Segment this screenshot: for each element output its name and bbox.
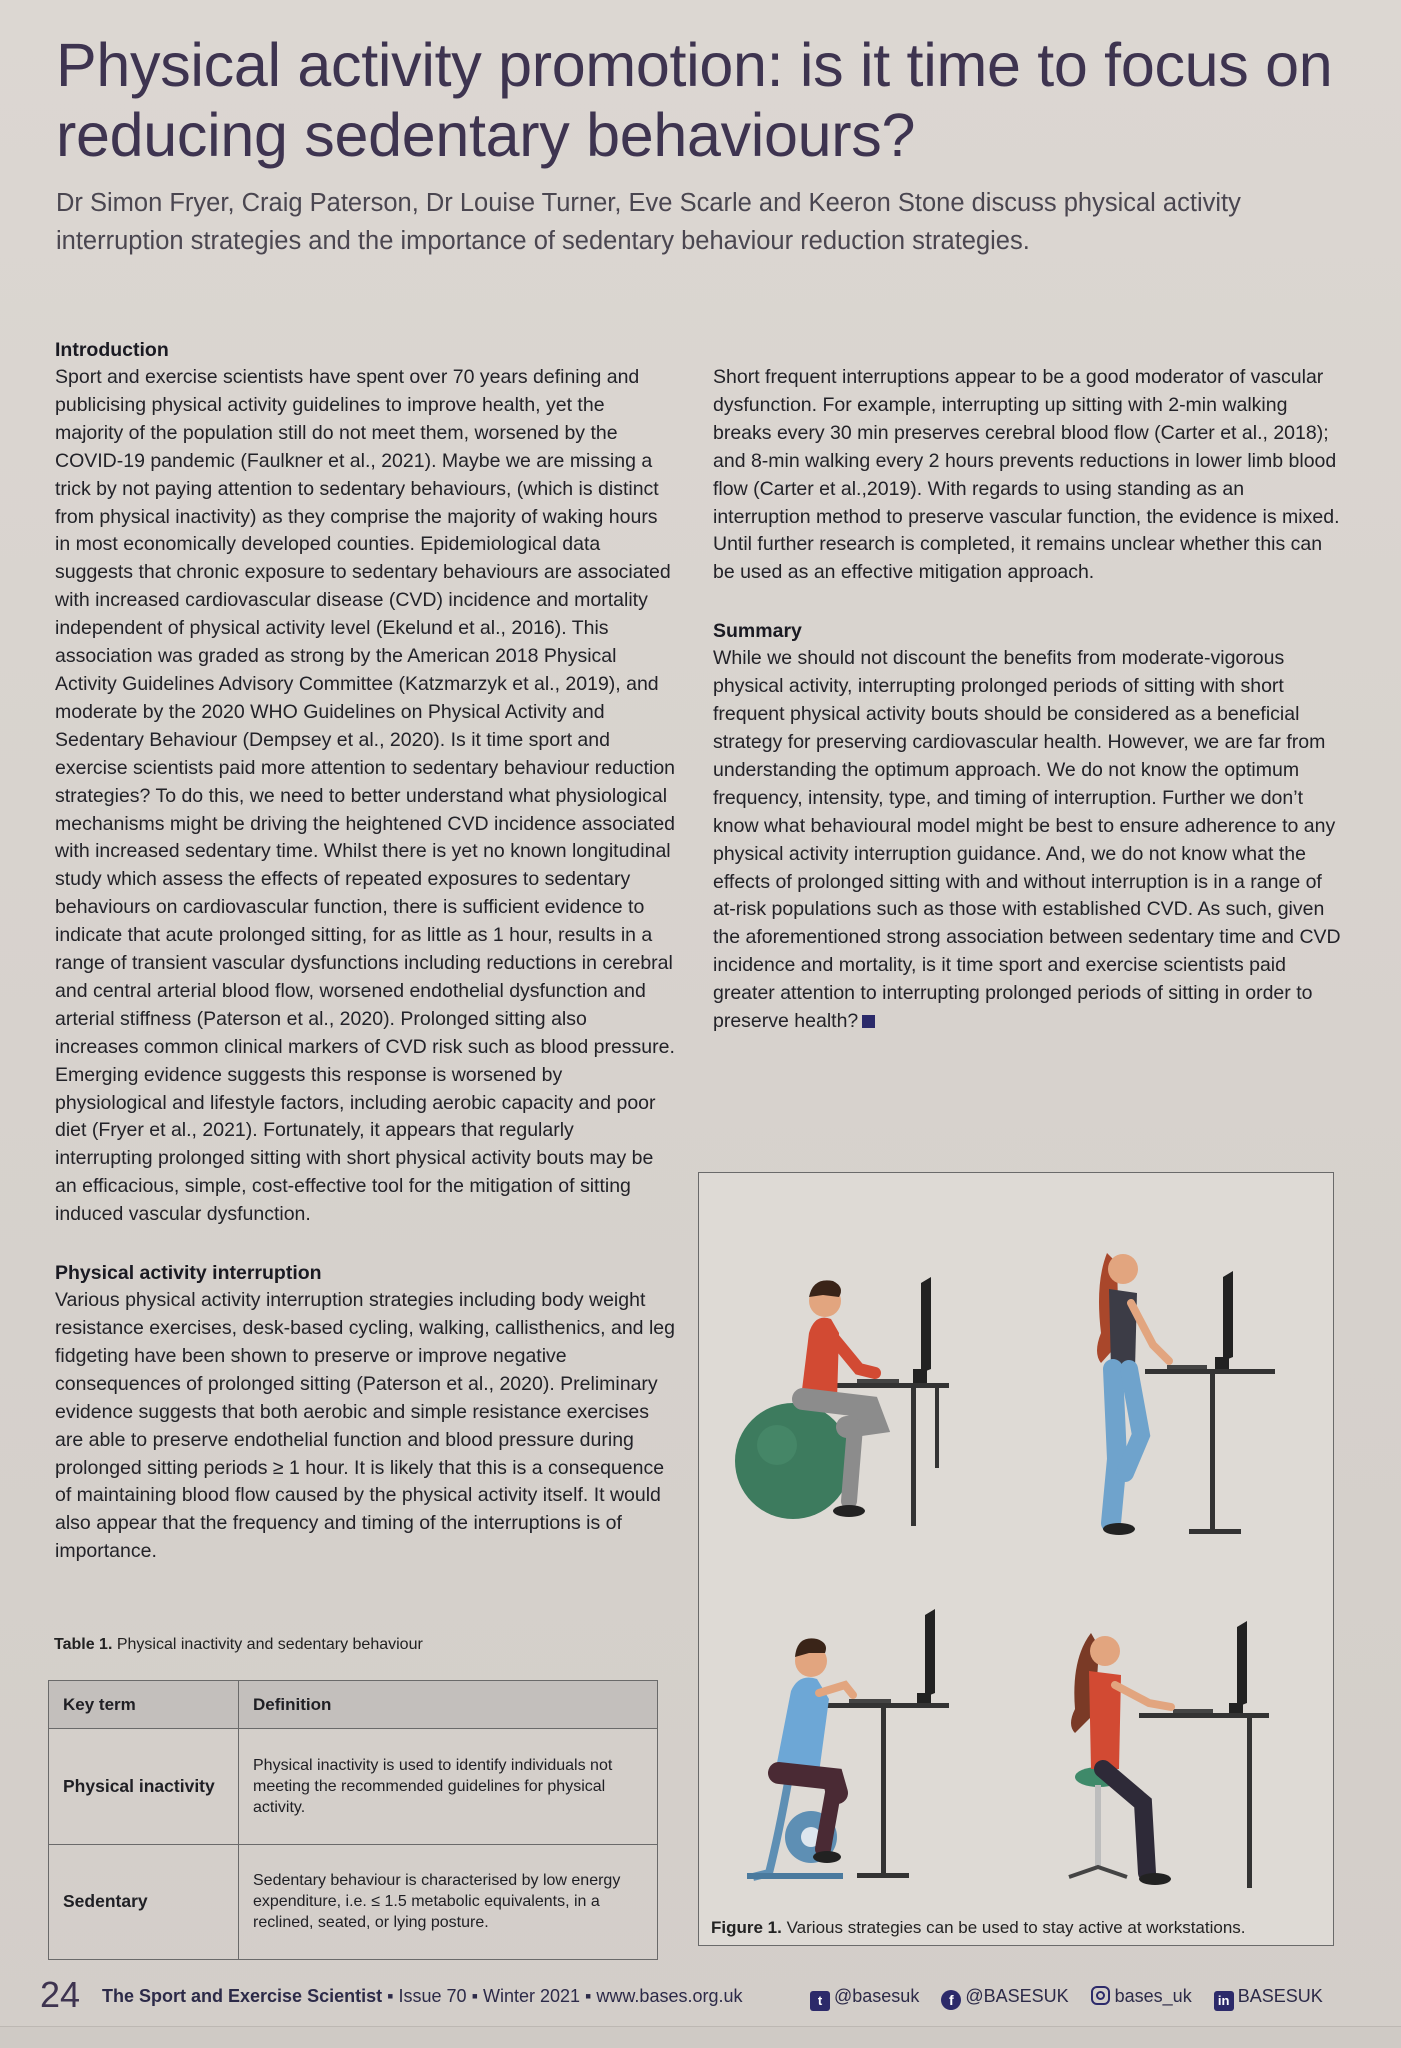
table-caption-text: Physical inactivity and sedentary behaviour: [116, 1636, 423, 1653]
bike-frame: [753, 1777, 789, 1877]
person-legs: [1111, 1369, 1117, 1523]
monitor-stand: [917, 1693, 931, 1703]
desk-leg: [1210, 1374, 1215, 1534]
hair: [809, 1280, 841, 1297]
desk-foot: [1189, 1529, 1241, 1534]
twitter-link[interactable]: t @basesuk: [810, 1986, 919, 2011]
right-column: [713, 364, 1343, 1036]
figure-caption: [711, 1918, 1246, 1938]
introduction-heading: Introduction: [55, 339, 169, 361]
saddle-stool-workstation: [1069, 1621, 1269, 1888]
table-term-cell: Sedentary: [49, 1844, 239, 1960]
interruption-body: Various physical activity interruption strategies including body weight resistance exercises, desk-based cycling, walking, callisthenics, and leg fidgeting have been shown to preserve or improve negative consequences of prolonged sitting (Paterson et al., 2020). Preliminary evidence suggests that both aerobic and simple resistance exercises are able to preserve endothelial function and blood pressure during prolonged sitting periods ≥ 1 hour. It is likely that this is a consequence of maintaining blood flow caused by the physical activity itself. It would also appear that the frequency and timing of the interruptions is of importance.: [55, 1289, 675, 1563]
shoe: [813, 1851, 841, 1863]
monitor-stand: [1215, 1357, 1229, 1369]
article-title: Physical activity promotion: is it time to focus on reducing sedentary behaviours?: [56, 31, 1333, 169]
instagram-icon: [1091, 1986, 1110, 2005]
monitor: [925, 1609, 935, 1697]
introduction-body: Sport and exercise scientists have spent over 70 years defining and publicising physical activity guidelines to improve health, yet the majority of the population still do not meet them, worsened by the COVID-19 pandemic (Faulkner et al., 2021). Maybe we are missing a trick by not paying attention to sedentary behaviours, (which is distinct from physical inactivity) as they comprise the majority of waking hours in most economically developed counties. Epidemiological data suggests that chronic exposure to sedentary behaviours are associated with increased cardiovascular disease (CVD) incidence and mortality independent of physical activity level (Ekelund et al., 2016). This association was graded as strong by the American 2018 Physical Activity Guidelines Advisory Committee (Katzmarzyk et al., 2019), and moderate by the 2020 WHO Guidelines on Physical Activity and Sedentary Behaviour (Dempsey et al., 2020). Is it time sport and exercise scientists paid more attention to sedentary behaviour reduction strategies? To do this, we need to better understand what physiological mechanisms might be driving the heightened CVD incidence associated with increased sedentary time. Whilst there is yet no known longitudinal study which assess the effects of repeated exposures to sedentary behaviours on cardiovascular function, there is sufficient evidence to indicate that acute prolonged sitting, for as little as 1 hour, results in a range of transient vascular dysfunctions including reductions in cerebral and central arterial blood flow, worsened endothelial dysfunction and arterial stiffness (Paterson et al., 2020). Prolonged sitting also increases common clinical markers of CVD risk such as blood pressure. Emerging evidence suggests this response is worsened by physiological and lifestyle factors, including aerobic capacity and poor diet (Fryer et al., 2021). Fortunately, it appears that regularly interrupting prolonged sitting with short physical activity bouts may be an efficacious, simple, cost-effective tool for the mitigation of sitting induced vascular dysfunction.: [55, 366, 676, 1226]
page-number: 24: [40, 1974, 81, 2015]
monitor-stand: [1229, 1703, 1243, 1713]
definitions-table: [48, 1680, 658, 1960]
keyboard: [857, 1379, 899, 1383]
social-links: [810, 1986, 1323, 2011]
table-definition-cell: Sedentary behaviour is characterised by low energy expenditure, i.e. ≤ 1.5 metabolic equivalents, in a reclined, seated, or lying posture.: [239, 1844, 658, 1960]
stool-base: [1069, 1867, 1127, 1877]
monitor-stand: [913, 1369, 927, 1383]
article-subtitle: Dr Simon Fryer, Craig Paterson, Dr Louise Turner, Eve Scarle and Keeron Stone discuss physical activity interruption strategies and the importance of sedentary behaviour reduction strategies.: [56, 189, 1241, 255]
shoe: [833, 1505, 865, 1517]
desk-leg: [911, 1388, 916, 1526]
publication-name: The Sport and Exercise Scientist: [102, 1986, 383, 2006]
end-of-article-mark: [862, 1015, 875, 1028]
page-footer: [40, 1974, 1370, 2014]
workstation-illustration: [699, 1173, 1335, 1913]
person-legs: [1103, 1769, 1147, 1873]
table-caption-label: Table 1.: [54, 1636, 113, 1653]
monitor: [1223, 1271, 1233, 1361]
table-row: [49, 1844, 658, 1960]
interruption-continued-body: Short frequent interruptions appear to be a good moderator of vascular dysfunction. For example, interrupting up sitting with 2-min walking breaks every 30 min preserves cerebral blood flow (Carter et al., 2018); and 8-min walking every 2 hours prevents reductions in lower limb blood flow (Carter et al.,2019). With regards to using standing as an interruption method to preserve vascular function, the evidence is mixed. Until further research is completed, it remains unclear whether this can be used as an effective mitigation approach.: [713, 366, 1340, 584]
person-head: [1090, 1636, 1120, 1666]
exercise-ball: [735, 1403, 851, 1519]
facebook-icon: f: [941, 1990, 961, 2010]
facebook-link[interactable]: f @BASESUK: [941, 1986, 1068, 2011]
keyboard: [849, 1699, 891, 1703]
shoe: [1139, 1873, 1171, 1885]
desk-foot: [857, 1873, 909, 1878]
desk-leg: [881, 1708, 886, 1878]
shoe: [1103, 1523, 1135, 1535]
figure-caption-label: Figure 1.: [711, 1918, 782, 1937]
left-column: [55, 336, 675, 1566]
linkedin-icon: in: [1214, 1991, 1234, 2011]
desk-leg: [1247, 1718, 1252, 1888]
summary-body: While we should not discount the benefits from moderate-vigorous physical activity, interrupting prolonged periods of sitting with short frequent physical activity bouts should be considered as a beneficial strategy for preserving cardiovascular health. However, we are far from understanding the optimum approach. We do not know the optimum frequency, intensity, type, and timing of interruption. Further we don’t know what behavioural model might be best to ensure adherence to any physical activity interruption guidance. And, we do not know what the effects of prolonged sitting with and without interruption is in a range of at-risk populations such as those with established CVD. As such, given the aforementioned strong association between sedentary time and CVD incidence and mortality, is it time sport and exercise scientists paid greater attention to interrupting prolonged periods of sitting in order to preserve health?: [713, 647, 1341, 1033]
desk-leg-back: [935, 1388, 939, 1468]
desk-bike-workstation: [747, 1609, 949, 1879]
keyboard: [1167, 1365, 1207, 1369]
issue-season: Winter 2021: [482, 1986, 581, 2006]
instagram-link[interactable]: bases_uk: [1091, 1986, 1192, 2011]
table-header-row: [49, 1681, 658, 1729]
page-bottom-edge: [0, 2026, 1401, 2048]
standing-desk-workstation: [1097, 1253, 1275, 1535]
desk-top: [1139, 1713, 1269, 1718]
issue-number: Issue 70: [398, 1986, 467, 2006]
person-head: [1108, 1254, 1138, 1284]
figure-caption-text: Various strategies can be used to stay active at workstations.: [786, 1918, 1246, 1937]
monitor: [1237, 1621, 1247, 1707]
website-link[interactable]: www.bases.org.uk: [596, 1986, 743, 2006]
desk-top: [829, 1383, 949, 1388]
publication-info: The Sport and Exercise Scientist ▪ Issue 70 ▪ Winter 2021 ▪ www.bases.org.uk: [102, 1986, 743, 2006]
stool-post: [1095, 1785, 1101, 1869]
summary-body-wrap: [713, 645, 1343, 1036]
desk-top: [1145, 1369, 1275, 1374]
linkedin-link[interactable]: in BASESUK: [1214, 1986, 1323, 2011]
table-definition-cell: Physical inactivity is used to identify individuals not meeting the recommended guidelines for physical activity.: [239, 1729, 658, 1845]
exercise-ball-workstation: [735, 1277, 949, 1526]
summary-heading: Summary: [713, 620, 802, 643]
table-header-key-term: Key term: [49, 1681, 239, 1729]
desk-top: [819, 1703, 949, 1708]
workstation-figure: [698, 1172, 1334, 1946]
interruption-heading: Physical activity interruption: [55, 1262, 322, 1285]
keyboard: [1173, 1709, 1213, 1713]
table-term-cell: Physical inactivity: [49, 1729, 239, 1845]
monitor: [921, 1277, 931, 1373]
twitter-icon: t: [810, 1991, 830, 2011]
table-header-definition: Definition: [239, 1681, 658, 1729]
table-row: [49, 1729, 658, 1845]
bike-base: [747, 1873, 843, 1879]
table-caption: [54, 1636, 423, 1654]
